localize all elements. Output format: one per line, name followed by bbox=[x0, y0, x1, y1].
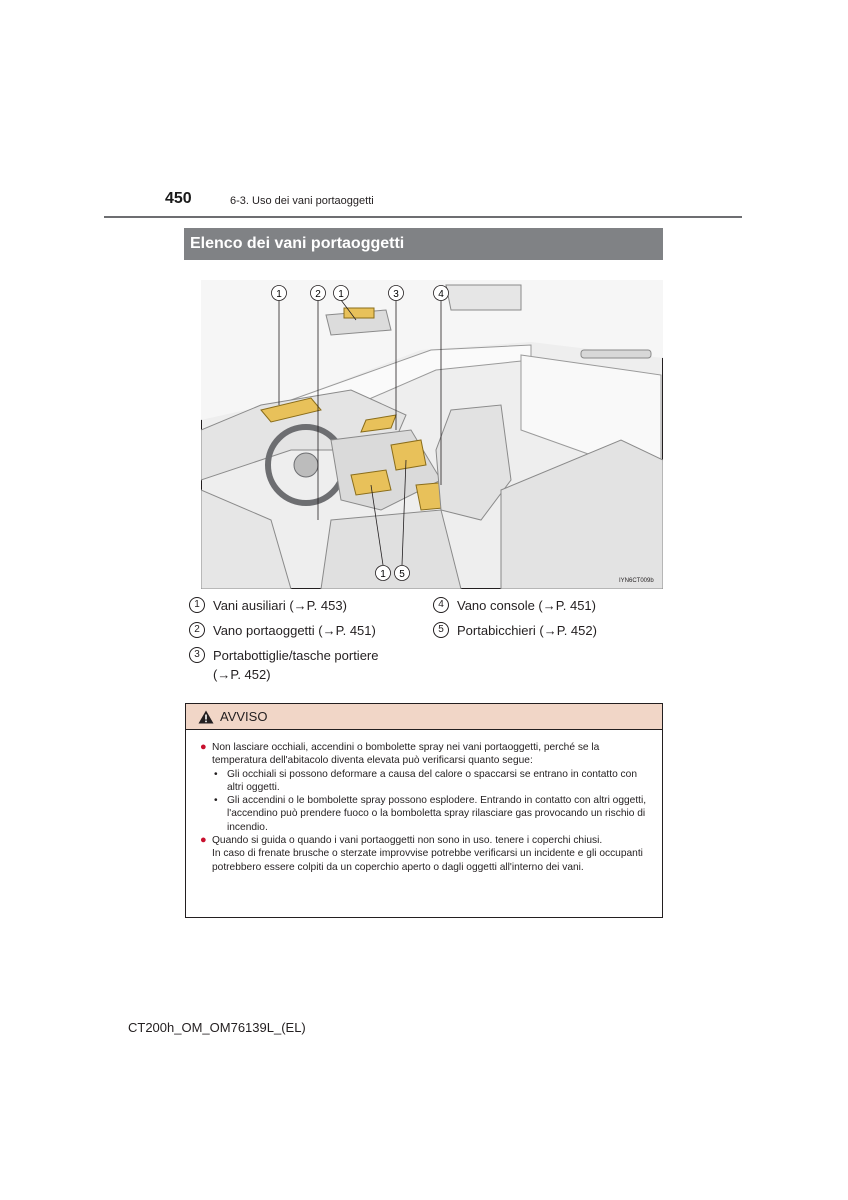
warning-text-line1: Quando si guida o quando i vani portaoggetti non sono in uso. tenere i coperchi chiusi. bbox=[212, 835, 603, 847]
svg-text:3: 3 bbox=[393, 289, 399, 300]
legend-item bbox=[189, 646, 378, 684]
interior-illustration bbox=[201, 280, 663, 589]
legend-item bbox=[433, 621, 597, 640]
document-code: CT200h_OM_OM76139L_(EL) bbox=[128, 1020, 306, 1035]
callout-bottom-2 bbox=[395, 566, 410, 581]
legend-item bbox=[433, 596, 596, 615]
warning-paragraph bbox=[200, 834, 656, 874]
svg-text:1: 1 bbox=[276, 289, 282, 300]
warning-subitem bbox=[212, 794, 656, 834]
warning-box bbox=[185, 703, 663, 918]
legend-text-line1: Portabottiglie/tasche portiere bbox=[213, 648, 379, 663]
figure-code: IYN6CT009b bbox=[619, 578, 654, 584]
callout-top-3 bbox=[334, 286, 349, 301]
callout-bottom-1 bbox=[376, 566, 391, 581]
legend-text: Portabicchieri (→P. 452) bbox=[457, 623, 597, 638]
warning-triangle-icon bbox=[198, 710, 214, 724]
callout-top-1 bbox=[272, 286, 287, 301]
svg-text:1: 1 bbox=[338, 289, 344, 300]
callout-top-5 bbox=[434, 286, 449, 301]
bullet-icon: ● bbox=[200, 741, 207, 753]
warning-text-line2: In caso di frenate brusche o sterzate improvvise potrebbe verificarsi un incidente e gli occupanti potrebbero essere colpiti da un coperchio aperto o dagli oggetti all'interno dei vani. bbox=[212, 848, 643, 873]
svg-text:1: 1 bbox=[380, 569, 386, 580]
section-label: 6-3. Uso dei vani portaoggetti bbox=[230, 195, 374, 207]
number-badge: 5 bbox=[433, 622, 449, 638]
number-badge: 1 bbox=[189, 597, 205, 613]
legend-item bbox=[189, 596, 347, 615]
number-badge: 2 bbox=[189, 622, 205, 638]
legend-item bbox=[189, 621, 376, 640]
sub-bullet-icon: • bbox=[214, 795, 218, 807]
page-title: Elenco dei vani portaoggetti bbox=[184, 228, 663, 260]
warning-paragraph bbox=[200, 741, 656, 768]
number-badge: 4 bbox=[433, 597, 449, 613]
sub-bullet-icon: • bbox=[214, 768, 218, 780]
page-number: 450 bbox=[165, 190, 192, 207]
legend-text: Vani ausiliari (→P. 453) bbox=[213, 598, 347, 613]
warning-subtext: Gli occhiali si possono deformare a causa del calore o spaccarsi se entrano in contatto con altri oggetti. bbox=[227, 768, 637, 793]
callout-top-4 bbox=[389, 286, 404, 301]
legend-text: Vano portaoggetti (→P. 451) bbox=[213, 623, 376, 638]
legend-text-line2: (→P. 452) bbox=[213, 667, 271, 682]
warning-header bbox=[186, 704, 662, 730]
warning-subitem bbox=[212, 768, 656, 795]
warning-body bbox=[186, 730, 662, 874]
warning-subtext: Gli accendini o le bombolette spray possono esplodere. Entrando in contatto con altri oggetti, l'accendino può prendere fuoco o la bomboletta spray rilasciare gas provocando un rischio di incendio. bbox=[227, 795, 647, 833]
svg-text:4: 4 bbox=[438, 289, 444, 300]
bullet-icon: ● bbox=[200, 834, 207, 847]
legend-text bbox=[213, 646, 378, 684]
warning-heading: AVVISO bbox=[220, 709, 268, 724]
number-badge: 3 bbox=[189, 647, 205, 663]
header-rule bbox=[104, 216, 742, 218]
svg-text:5: 5 bbox=[399, 569, 405, 580]
svg-text:2: 2 bbox=[315, 289, 321, 300]
legend-text: Vano console (→P. 451) bbox=[457, 598, 596, 613]
warning-text bbox=[212, 834, 656, 874]
callout-top-2 bbox=[311, 286, 326, 301]
warning-text: Non lasciare occhiali, accendini o bombolette spray nei vani portaoggetti, perché se la temperatura dell'abitacolo diventa elevata può verificarsi quanto segue: bbox=[212, 742, 600, 767]
